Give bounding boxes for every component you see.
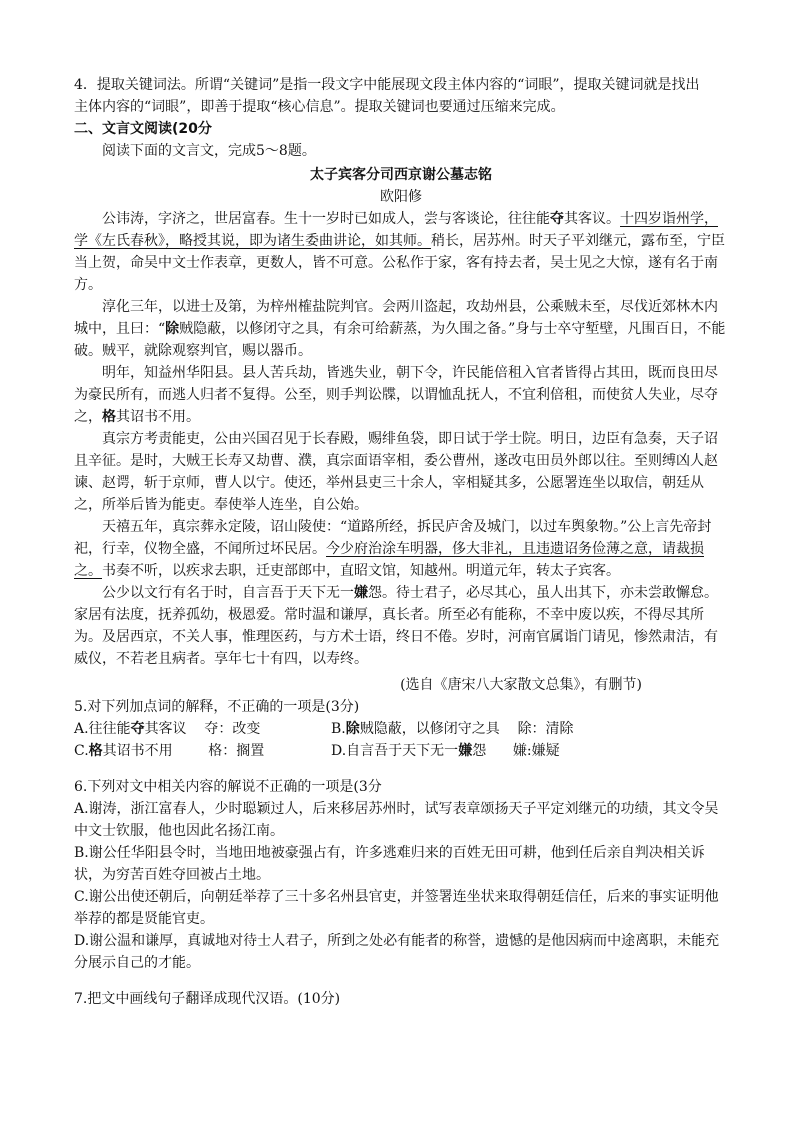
q5-a-gloss: 夺：改变 xyxy=(204,721,261,737)
passage-paragraph-1 xyxy=(74,208,728,296)
underlined-sentence-1: 十四岁诣州学，学《左氏春秋》，略授其说，即为诸生委曲讲论，如其师。 xyxy=(74,211,718,249)
p2-text-c: 贼隐蔽，以修闭守之具，有余可给薪蒸，为久围之备。”身与士卒守堑壁，凡围百日，不能破。贼平，就除观察判官，赐以器币。 xyxy=(74,321,726,359)
passage-paragraph-6 xyxy=(74,582,728,670)
q6-option-b[interactable]: B.谢公任华阳县令时，当地田地被豪强占有，许多逃难归来的百姓无田可耕，他到任后亲自判决相关诉状，为穷苦百姓夺回被占土地。 xyxy=(74,845,705,883)
q6-option-a[interactable]: A.谢涛，浙江富春人，少时聪颖过人，后来移居苏州时，试写表章颂扬天子平定刘继元的功绩，其文令吴中文士钦服，他也因此名扬江南。 xyxy=(74,801,719,839)
q5-c-gloss: 格：搁置 xyxy=(208,743,265,759)
dotted-word-ge: 格 xyxy=(102,409,116,425)
q5-d-pre: D.自言吾于天下无一 xyxy=(331,743,459,759)
q5-a-key: 夺 xyxy=(130,721,145,737)
dotted-word-xian: 嫌 xyxy=(354,585,368,601)
q5-a-post: 其客议 xyxy=(144,721,187,737)
section2-instruction: 阅读下面的文言文，完成5～8题。 xyxy=(102,143,316,159)
passage-source: (选自《唐宋八大家散文总集》，有删节) xyxy=(400,677,642,693)
p6-text-c: 怨。待士君子，必尽其心，虽人出其下，亦未尝敢懈怠。家居有法度，抚养孤幼，极恩爱。常时温和谦厚，真长者。所至必有能称，不幸中废以疾，不得尽其所为。及居西京，不关人事，惟理医药，与方术士语，终日不倦。岁时，河南官属诣门请见，惨然肃洁，有威仪，不若老且病者。享年七十有四，以寿终。 xyxy=(74,585,718,667)
p2-text-a: 淳化三年，以进士及第，为梓州榷盐院判官。会两川盗起，攻劫州县，公乘贼未至，尽伐近郊林木内城中，且曰：“ xyxy=(74,299,718,337)
p1-text-c: 其客议。 xyxy=(564,211,620,227)
q5-b-post: 贼隐蔽，以修闭守之具 xyxy=(359,721,500,737)
p6-text-a: 公少以文行有名于时，自言吾于天下无一 xyxy=(102,585,354,601)
q5-row-1 xyxy=(74,718,728,740)
underlined-sentence-2: 今少府治涂车明器，侈大非礼，且违遗诏务俭薄之意，请裁损之。 xyxy=(74,541,704,579)
q6-stem: 6.下列对文中相关内容的解说不正确的一项是(3分 xyxy=(74,779,382,795)
exam-page xyxy=(74,74,728,1010)
passage-paragraph-3 xyxy=(74,362,728,428)
q5-c-pre: C. xyxy=(74,743,89,759)
q5-option-b[interactable] xyxy=(331,718,574,740)
q7-stem: 7.把文中画线句子翻译成现代汉语。(10分) xyxy=(74,991,341,1007)
q5-b-pre: B. xyxy=(331,721,346,737)
passage-title: 太子宾客分司西京谢公墓志铭 xyxy=(310,167,492,183)
q5-option-a[interactable] xyxy=(74,718,331,740)
q5-d-gloss: 嫌:嫌疑 xyxy=(512,743,560,759)
p3-text-a: 明年，知益州华阳县。县人苦兵劫，皆逃失业，朝下令，许民能倍租入官者皆得占其田，既而良田尽为豪民所有，而逃人归者不复得。公至，则手判讼牒，以谓恤乱抚人，不宜利倍租，而使贫人失业，尽夺之， xyxy=(74,365,718,425)
passage-paragraph-4: 真宗方考责能吏，公由兴国召见于长春殿，赐绯鱼袋，即日试于学士院。明日，边臣有急奏，天子诏且辛征。是时，大贼王长寿又劫曹、濮，真宗面语宰相，委公曹州，遂改屯田员外郎以往。至则缚凶人赵谏、赵谔，斩于京师，曹人以宁。使还，举州县吏三十余人，宰相疑其多，公愿署连坐以取信，朝廷从之，所举后皆为能吏。奉使举人连坐，自公始。 xyxy=(74,431,718,513)
q6-option-d[interactable]: D.谢公温和谦厚，真诚地对待士人君子，所到之处必有能者的称誉，遗憾的是他因病而中途离职，未能充分展示自己的才能。 xyxy=(74,933,720,971)
q5-row-2 xyxy=(74,740,728,762)
q5-b-key: 除 xyxy=(345,721,360,737)
passage-paragraph-2 xyxy=(74,296,728,362)
dotted-word-duo: 夺 xyxy=(550,211,564,227)
dotted-word-chu: 除 xyxy=(165,321,180,337)
passage-paragraph-5 xyxy=(74,516,728,582)
q5-d-key: 嫌 xyxy=(458,743,473,759)
q5-a-pre: A.往往能 xyxy=(74,721,131,737)
method4-line1: 4．提取关键词法。所谓“关键词”是指一段文字中能展现文段主体内容的“词眼”，提取关键词就是找出 xyxy=(74,77,700,93)
q5-c-key: 格 xyxy=(88,743,103,759)
p1-text-d: 稍长，居苏州。时天子平刘继元，露布至，宁臣当上贺，命吴中文士作表章，更数人，皆不可意。公私作于家，客有持去者，吴士见之大惊，遂有名于南方。 xyxy=(74,233,725,293)
q5-d-post: 怨 xyxy=(472,743,487,759)
p5-text-c: 书奏不听，以疾求去职，迁吏部郎中，直昭文馆，知越州。明道元年，转太子宾客。 xyxy=(102,563,620,579)
p5-text-a: 天禧五年，真宗葬永定陵，诏山陵使：“道路所经，拆民庐舍及城门，以过车舆象物。”公上言先帝封祀，行幸，仪物全盛，不闻所过坏民居。 xyxy=(74,519,712,557)
section2-heading: 二、文言文阅读(20分 xyxy=(74,121,212,137)
p1-text-a: 公讳涛，字济之，世居富春。生十一岁时已如成人，尝与客谈论，往往能 xyxy=(102,211,550,227)
passage-author: 欧阳修 xyxy=(380,189,422,205)
q5-c-post: 其诏书不用 xyxy=(102,743,173,759)
method4-line2: 主体内容的“词眼”，即善于提取“核心信息”。提取关键词也要通过压缩来完成。 xyxy=(74,99,565,115)
q5-option-d[interactable] xyxy=(331,740,560,762)
p3-text-c: 其诏书不用。 xyxy=(116,409,200,425)
q6-option-c[interactable]: C.谢公出使还朝后，向朝廷举荐了三十多名州县官吏，并签署连坐状来取得朝廷信任，后来的事实证明他举荐的都是贤能官吏。 xyxy=(74,889,719,927)
q5-option-c[interactable] xyxy=(74,740,331,762)
q5-stem: 5.对下列加点词的解释，不正确的一项是(3分) xyxy=(74,699,360,715)
q5-b-gloss: 除：清除 xyxy=(517,721,574,737)
